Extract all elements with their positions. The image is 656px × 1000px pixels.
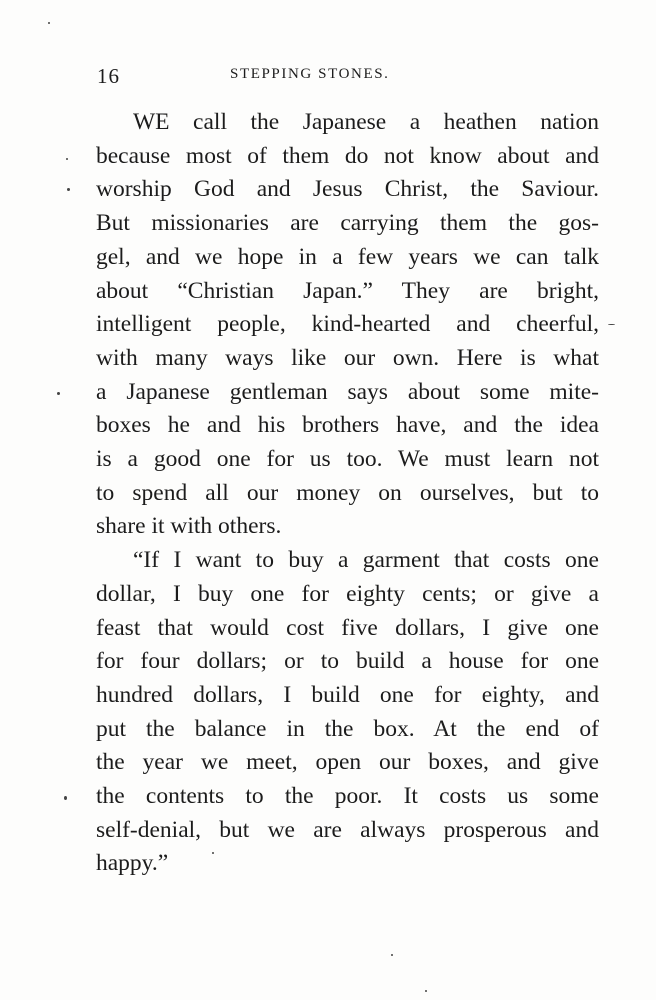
text-line: the contents to the poor. It costs us some [96,783,599,810]
text-line: hundred dollars, I build one for eighty, and [96,681,599,708]
text-line: for four dollars; or to build a house for one [96,648,599,675]
scan-speck [212,852,214,854]
text-line: feast that would cost five dollars, I give one [96,614,599,641]
page-number: 16 [97,64,120,88]
text-line: is a good one for us too. We must learn not [96,446,599,473]
scan-speck [48,22,50,24]
scan-speck [66,158,68,160]
scan-speck [67,188,70,191]
text-line: because most of them do not know about and [96,142,599,169]
text-line: about “Christian Japan.” They are bright, [96,277,599,304]
text-line: intelligent people, kind-hearted and cheerful, [96,311,599,338]
scan-speck [64,796,67,800]
scan-speck [57,392,60,395]
text-line: with many ways like our own. Here is what [96,344,599,371]
text-line: “If I want to buy a garment that costs one [133,547,599,574]
text-line: happy.” [96,850,169,877]
text-line: self-denial, but we are always prosperous and [96,816,599,843]
scan-speck [391,954,393,956]
text-line: boxes he and his brothers have, and the idea [96,412,599,439]
text-line: WE call the Japanese a heathen nation [133,109,599,135]
running-title: STEPPING STONES. [230,66,390,82]
scan-speck [608,324,615,325]
body-text [96,106,599,881]
text-line: gel, and we hope in a few years we can talk [96,243,599,270]
text-line: worship God and Jesus Christ, the Saviour. [96,176,599,203]
text-line: But missionaries are carrying them the gos- [96,210,599,237]
text-line: dollar, I buy one for eighty cents; or give a [96,580,599,607]
scan-speck [425,990,427,992]
text-line: to spend all our money on ourselves, but to [96,479,599,506]
text-line: a Japanese gentleman says about some mite- [96,378,599,405]
text-line: share it with others. [96,513,282,540]
text-line: put the balance in the box. At the end of [96,715,599,742]
text-line: the year we meet, open our boxes, and give [96,749,599,776]
